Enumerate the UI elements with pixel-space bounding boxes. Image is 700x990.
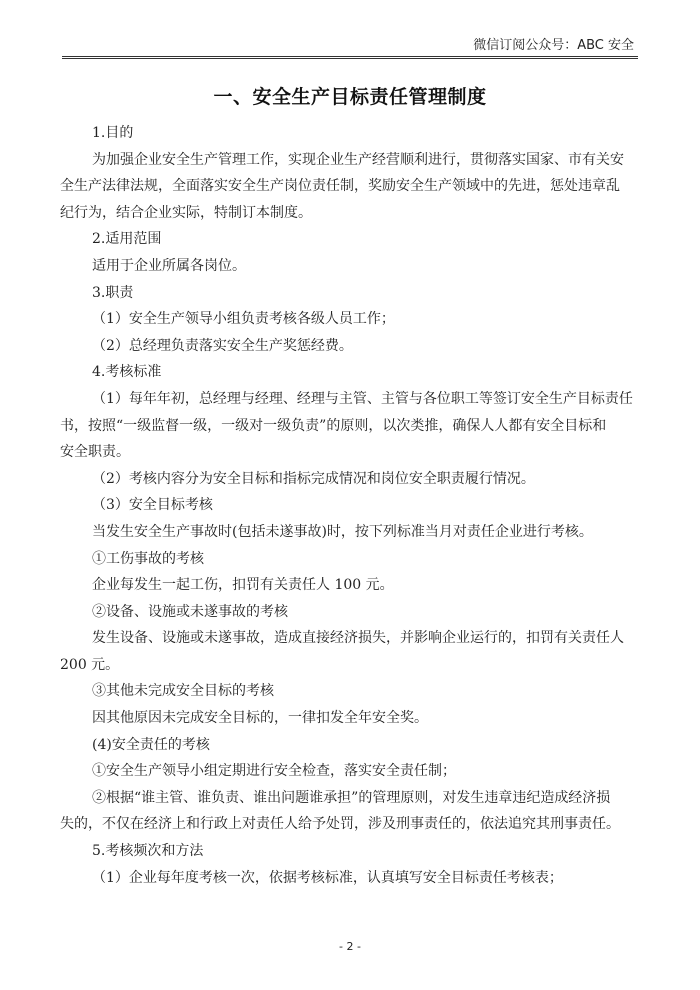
paragraph-line: 纪行为，结合企业实际，特制订本制度。 bbox=[60, 204, 312, 221]
document-body bbox=[60, 120, 636, 891]
paragraph-line: 适用于企业所属各岗位。 bbox=[92, 257, 246, 274]
subsection-heading: (4)安全责任的考核 bbox=[92, 736, 210, 753]
section-heading: 1.目的 bbox=[92, 125, 134, 141]
page-header bbox=[62, 30, 638, 59]
section-heading: 4.考核标准 bbox=[92, 364, 162, 381]
paragraph-line: 安全职责。 bbox=[60, 444, 130, 461]
subsection-heading: ③其他未完成安全目标的考核 bbox=[92, 683, 274, 700]
subsection-heading: （3）安全目标考核 bbox=[92, 497, 213, 514]
list-item: ①安全生产领导小组定期进行安全检查，落实安全责任制； bbox=[92, 763, 456, 780]
paragraph-line: 发生设备、设施或未遂事故，造成直接经济损失，并影响企业运行的，扣罚有关责任人 bbox=[92, 630, 624, 647]
paragraph-line: 200 元。 bbox=[60, 656, 120, 673]
list-item: （2）考核内容分为安全目标和指标完成情况和岗位安全职责履行情况。 bbox=[92, 470, 535, 487]
paragraph-line: 书，按照“一级监督一级，一级对一级负责”的原则，以次类推，确保人人都有安全目标和 bbox=[60, 417, 607, 434]
list-item: （2）总经理负责落实安全生产奖惩经费。 bbox=[92, 337, 353, 354]
page-number: - 2 - bbox=[339, 940, 361, 953]
paragraph-line: 当发生安全生产事故时(包括未遂事故)时，按下列标准当月对责任企业进行考核。 bbox=[92, 523, 593, 540]
list-item: ②根据“谁主管、谁负责、谁出问题谁承担”的管理原则，对发生违章违纪造成经济损 bbox=[92, 789, 611, 806]
subsection-heading: ②设备、设施或未遂事故的考核 bbox=[92, 603, 288, 620]
section-heading: 5.考核频次和方法 bbox=[92, 843, 204, 860]
section-heading: 2.适用范围 bbox=[92, 231, 162, 248]
paragraph-line: 因其他原因未完成安全目标的，一律扣发全年安全奖。 bbox=[92, 710, 428, 727]
section-heading: 3.职责 bbox=[92, 284, 134, 301]
header-text: 微信订阅公众号：ABC 安全 bbox=[473, 38, 634, 53]
list-item: （1）安全生产领导小组负责考核各级人员工作； bbox=[92, 311, 395, 328]
paragraph-line: 全生产法律法规，全面落实安全生产岗位责任制，奖励安全生产领域中的先进，惩处违章乱 bbox=[60, 178, 620, 195]
subsection-heading: ①工伤事故的考核 bbox=[92, 550, 204, 567]
list-item: （1）每年年初，总经理与经理、经理与主管、主管与各位职工等签订安全生产目标责任 bbox=[92, 390, 633, 407]
document-title: 一、安全生产目标责任管理制度 bbox=[213, 86, 487, 108]
paragraph-line: 企业每发生一起工伤，扣罚有关责任人 100 元。 bbox=[92, 577, 394, 594]
paragraph-line: 为加强企业安全生产管理工作，实现企业生产经营顺利进行，贯彻落实国家、市有关安 bbox=[92, 151, 624, 168]
list-item: （1）企业每年度考核一次，依据考核标准，认真填写安全目标责任考核表； bbox=[92, 869, 563, 886]
paragraph-line: 失的，不仅在经济上和行政上对责任人给予处罚，涉及刑事责任的，依法追究其刑事责任。 bbox=[60, 816, 620, 833]
